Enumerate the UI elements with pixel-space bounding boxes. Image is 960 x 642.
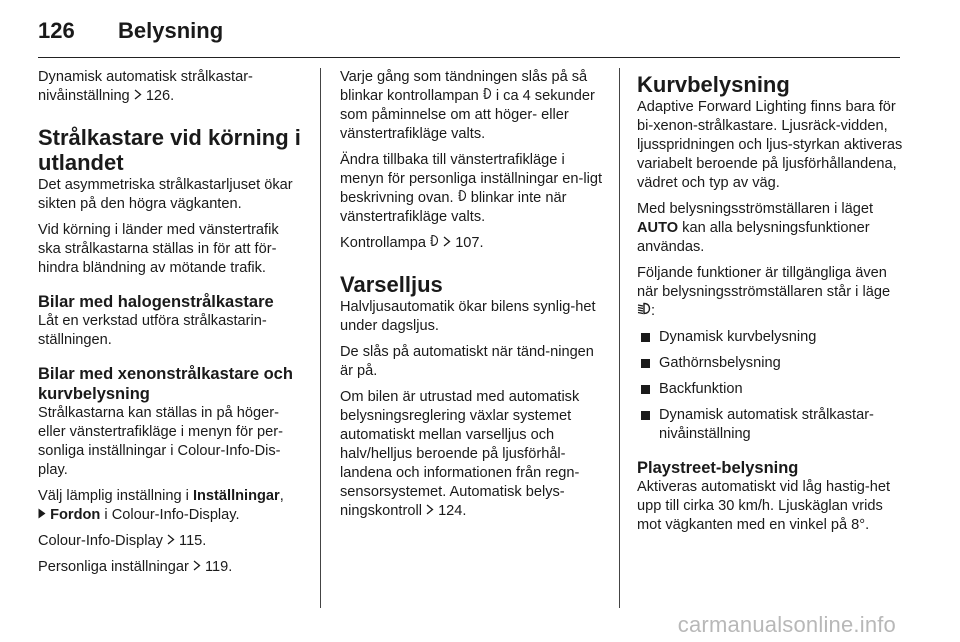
paragraph-select-setting: Välj lämplig inställning i Inställningar, Fordon i Colour-Info-Display.: [38, 488, 284, 523]
paragraph: Om bilen är utrustad med automatisk belysningsreglering växlar systemet automatiskt mellan varselljus och halv/helljus beroende på ljusförhål-landena och informationen från regn-sensorsystemet. Automatisk belys-ningskontroll 124.: [340, 389, 580, 519]
page-reference-link[interactable]: 124.: [438, 503, 467, 519]
headlight-indicator-lamp-icon: [430, 234, 439, 253]
page-reference-arrow-icon: [193, 558, 201, 577]
reference-line: Colour-Info-Display 115.: [38, 533, 207, 549]
column-3: [637, 68, 903, 542]
paragraph: De slås på automatiskt när tänd-ningen är på.: [340, 344, 594, 379]
headlight-indicator-lamp-icon: [458, 189, 467, 208]
page-reference-arrow-icon: [426, 502, 434, 521]
page-number: 126: [38, 18, 75, 43]
paragraph: Ändra tillbaka till vänstertrafikläge i menyn för personliga inställningar en-ligt beskrivning ovan. blinkar inte när vänstertrafikläge valts.: [340, 152, 603, 225]
paragraph: Följande funktioner är tillgängliga även när belysningsströmställaren står i läge :: [637, 265, 891, 319]
page-reference-link[interactable]: 126.: [145, 88, 175, 104]
low-beam-headlight-icon: [637, 302, 651, 321]
page-reference-link[interactable]: 107.: [455, 235, 484, 251]
page-reference-arrow-icon: [167, 532, 175, 551]
column-2: [340, 68, 606, 528]
paragraph: Det asymmetriska strålkastarljuset ökar sikten på den högra vägkanten.: [38, 177, 293, 212]
page-reference-arrow-icon: [443, 234, 451, 253]
heading-curve-lighting: Kurvbelysning: [637, 72, 790, 97]
paragraph: Aktiveras automatiskt vid låg hastig-het upp till cirka 30 km/h. Ljuskäglan vrids mot vägkanten med en vinkel på 8°.: [637, 479, 891, 533]
heading-abroad: Strålkastare vid körning i utlandet: [38, 125, 301, 175]
reference-line: Kontrollampa 107.: [340, 235, 484, 251]
menu-arrow-icon: [38, 506, 46, 525]
page-reference-link[interactable]: 119.: [205, 559, 233, 575]
function-list: [637, 328, 903, 444]
running-title: Belysning: [118, 18, 224, 43]
intro-paragraph: Dynamisk automatisk strålkastar-nivåinställning 126.: [38, 69, 253, 104]
switch-position-term: AUTO: [637, 220, 679, 236]
reference-line: Personliga inställningar 119.: [38, 559, 233, 575]
headlight-indicator-lamp-icon: [483, 87, 492, 106]
list-item: Dynamisk kurvbelysning: [637, 328, 903, 347]
paragraph: Adaptive Forward Lighting finns bara för bi-xenon-strålkastare. Ljusräck-vidden, ljusspridningen och ljus-styrkan aktiveras variabelt beroende på ljusförhållandena, vädret och typ av väg.: [637, 99, 903, 191]
heading-halogen: Bilar med halogenstrålkastare: [38, 293, 274, 311]
list-item: Dynamisk automatisk strålkastar-nivåinställning: [637, 406, 903, 444]
paragraph: Låt en verkstad utföra strålkastarin-ställningen.: [38, 313, 267, 348]
paragraph: Varje gång som tändningen slås på så blinkar kontrollampan i ca 4 sekunder som påminnelse om att höger- eller vänstertrafikläge valts.: [340, 69, 595, 142]
heading-playstreet: Playstreet-belysning: [637, 459, 799, 477]
list-item: Backfunktion: [637, 380, 903, 399]
menu-term: Inställningar: [192, 488, 280, 504]
page-reference-link[interactable]: 115.: [179, 533, 207, 549]
page-reference-arrow-icon: [134, 87, 142, 106]
heading-drl: Varselljus: [340, 272, 443, 297]
header-rule: [38, 57, 900, 58]
column-divider: [320, 68, 321, 608]
watermark: carmanualsonline.info: [677, 612, 896, 637]
heading-xenon: Bilar med xenonstrålkastare och kurvbelysning: [38, 365, 293, 403]
paragraph: Strålkastarna kan ställas in på höger- eller vänstertrafikläge i menyn för per-sonliga inställningar i Colour-Info-Dis-play.: [38, 405, 283, 478]
column-1: [38, 68, 304, 584]
menu-term: Fordon: [50, 507, 101, 523]
page-header: [38, 18, 900, 58]
paragraph: Vid körning i länder med vänstertrafik ska strålkastarna ställas in för att för-hindra bländning av mötande trafik.: [38, 222, 279, 276]
column-divider: [619, 68, 620, 608]
list-item: Gathörnsbelysning: [637, 354, 903, 373]
paragraph: Med belysningsströmställaren i läget AUTO kan alla belysningsfunktioner användas.: [637, 201, 874, 255]
paragraph: Halvljusautomatik ökar bilens synlig-het under dagsljus.: [340, 299, 596, 334]
